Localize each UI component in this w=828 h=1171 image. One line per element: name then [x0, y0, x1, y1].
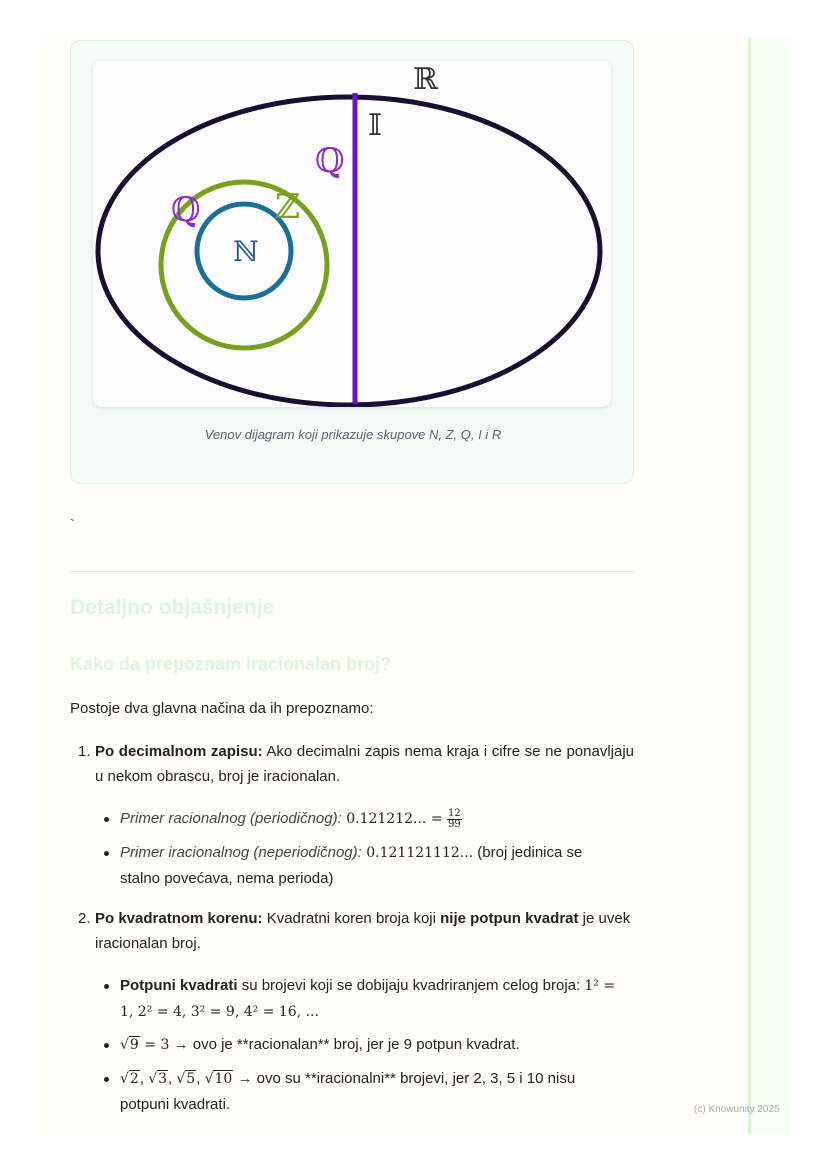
list-item-2 [78, 906, 634, 956]
bullet-math: 0.121121112... [361, 845, 474, 861]
bullet-text: → ovo su **iracionalni** brojevi, jer 2, 3, 5 i 10 nisu potpuni kvadrati. [120, 1070, 576, 1113]
venn-diagram-svg [93, 61, 611, 407]
item-2-bold-2: nije potpun kvadrat [440, 910, 579, 927]
label-q-right: ℚ [315, 141, 345, 181]
label-z: ℤ [275, 187, 300, 227]
bullet-irrational-example [104, 840, 624, 891]
figure-card [70, 40, 634, 484]
bullet-math: 0.121212... = [341, 811, 448, 827]
bullet-label: Primer iracionalnog (neperiodičnog): [120, 844, 362, 861]
section-divider [70, 571, 634, 572]
bullet-perfect-squares [104, 973, 624, 1025]
sqrt-5: √5 [176, 1071, 196, 1087]
item-1-text: Ako decimalni zapis nema kraja i cifre se ne ponavljaju u nekom obrascu, broj je iracionalan. [95, 743, 634, 785]
stray-backtick: ` [70, 516, 75, 532]
bullet-irrational-roots: √2, √3, √5, √10 → ovo su **iracionalni** brojevi, jer 2, 3, 5 i 10 nisu potpuni kvadrati. [104, 1066, 624, 1117]
list-number: 1. [78, 743, 91, 760]
bullet-text: su brojevi koji se dobijaju kvadriranjem celog broja: [237, 977, 585, 994]
bullet-bold: Potpuni kvadrati [120, 977, 238, 994]
sqrt-3: √3 [148, 1071, 168, 1087]
bullet-label: Primer racionalnog (periodičnog): [120, 810, 342, 827]
figure-caption: Venov dijagram koji prikazuje skupove N, Z, Q, I i R [204, 427, 502, 442]
copyright-footer: (c) Knowunity 2025 [694, 1104, 780, 1115]
bullet-text: → ovo je **racionalan** broj, jer je 9 potpun kvadrat. [169, 1036, 520, 1053]
item-2-text-b: je uvek iracionalan broj. [95, 910, 631, 952]
bullet-dot [104, 984, 109, 989]
right-sidebar-rail [748, 38, 792, 1134]
bullet-rational-example [104, 806, 624, 832]
sqrt-9: √9 [120, 1037, 139, 1053]
sqrt-10: √10 [204, 1071, 233, 1087]
intro-text: Postoje dva glavna načina da ih prepoznamo: [70, 700, 374, 717]
label-i: 𝕀 [368, 108, 383, 143]
sqrt-2: √2 [120, 1071, 139, 1087]
list-item-1 [78, 739, 634, 789]
fraction-12-99: $\frac{12}{99}$ [448, 807, 461, 830]
bullet-dot [104, 1043, 109, 1048]
label-r: ℝ [413, 62, 438, 97]
bullet-text: (broj jedinica se stalno povećava, nema perioda) [120, 844, 583, 887]
section-subtitle: Kako da prepoznam iracionalan broj? [70, 654, 392, 674]
list-number: 2. [78, 910, 91, 927]
bullet-math: = 3 [139, 1037, 170, 1053]
item-2-text-a: Kvadratni koren broja koji [262, 910, 441, 927]
bullet-math: 1² = 1, 2² = 4, 3² = 9, 4² = 16, ... [120, 978, 616, 1020]
label-q-left: ℚ [171, 190, 201, 230]
label-n: ℕ [233, 235, 259, 268]
item-1-bold: Po decimalnom zapisu: [95, 743, 263, 760]
bullet-dot [104, 1077, 109, 1082]
section-title: Detaljno objašnjenje [70, 596, 275, 619]
bullet-sqrt-9 [104, 1032, 624, 1058]
bullet-dot [104, 851, 109, 856]
venn-diagram [93, 61, 611, 407]
item-2-bold: Po kvadratnom korenu: [95, 910, 263, 927]
set-r-ellipse [98, 97, 600, 405]
bullet-dot [104, 817, 109, 822]
